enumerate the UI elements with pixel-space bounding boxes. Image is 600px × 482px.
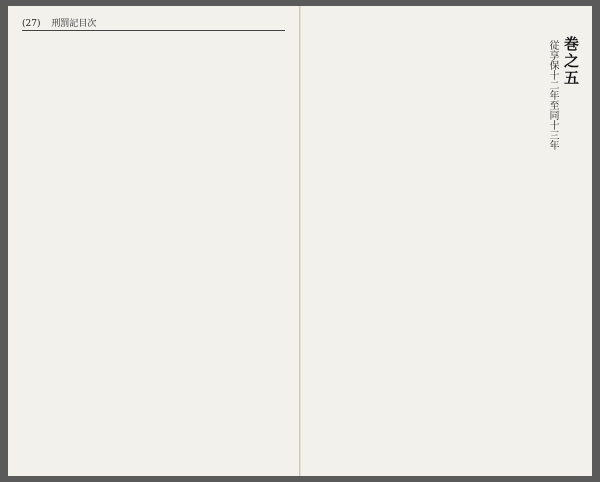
page-number: (27): [22, 19, 41, 29]
running-head: [22, 16, 96, 29]
left-body-columns: [22, 40, 285, 462]
book-spread: [8, 6, 592, 476]
right-body-columns: [315, 40, 536, 462]
header-rule: [22, 30, 285, 31]
right-page: [300, 6, 592, 476]
volume-subtitle: 従享保十二年至同十三年: [547, 40, 558, 150]
left-page: [8, 6, 300, 476]
running-title: 刑罰記目次: [51, 19, 97, 29]
volume-title: 巻之五: [562, 36, 580, 87]
